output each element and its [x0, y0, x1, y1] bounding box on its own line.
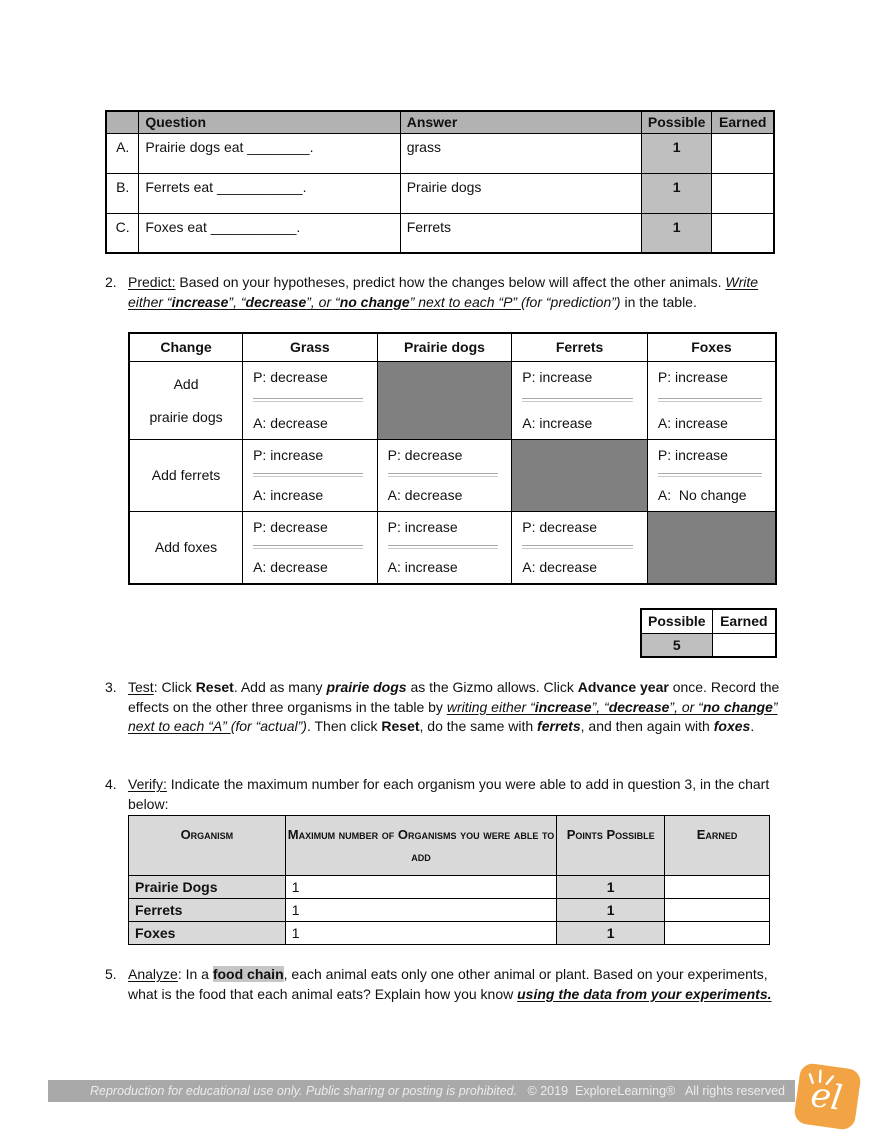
blocked-cell [647, 511, 776, 584]
q3-segment: prairie dogs [326, 679, 407, 695]
predict-cell [377, 439, 512, 511]
write-line [253, 398, 363, 402]
q3-segment: increase [534, 698, 592, 715]
letter-column-header [106, 111, 139, 133]
q5-segment: : In a [177, 966, 213, 982]
q2-segment: no change [339, 293, 410, 310]
grass-column-header: Grass [243, 333, 378, 361]
item-number: 3. [105, 679, 117, 695]
q3-segment: Advance year [577, 679, 669, 695]
row-letter: B. [106, 173, 139, 213]
q2-segment: ”, or “ [306, 293, 340, 310]
earned-column-header: Earned [665, 816, 770, 876]
points-cell: 1 [557, 899, 665, 922]
score-box-table [640, 608, 777, 658]
verify-row [129, 899, 770, 922]
q3-segment: . Then click [306, 718, 382, 734]
points-cell: 1 [557, 922, 665, 945]
score-box-header-row [641, 609, 776, 633]
q3-segment: . [750, 718, 755, 734]
q3-segment: as the Gizmo allows. Click [406, 679, 578, 695]
question-2 [105, 273, 796, 312]
predict-row-add-prairie-dogs [129, 361, 776, 439]
verify-table [128, 815, 770, 945]
write-line [253, 545, 363, 549]
blocked-cell [512, 439, 648, 511]
q3-segment: writing either “ [446, 698, 535, 715]
table-row [106, 173, 774, 213]
question-5 [105, 965, 796, 1004]
q2-label: Predict: [128, 274, 176, 290]
answer-column-header: Answer [400, 111, 641, 133]
earned-cell [665, 922, 770, 945]
question-cell: Foxes eat ___________. [139, 213, 400, 253]
possible-cell: 5 [641, 633, 712, 657]
earned-cell [712, 213, 774, 253]
answer-cell: Prairie dogs [400, 173, 641, 213]
possible-column-header: Possible [641, 609, 712, 633]
write-line [658, 473, 762, 477]
points-cell: 1 [557, 876, 665, 899]
q3-segment: once. Record the effects on the other three organisms in the table by [128, 679, 780, 715]
q3-segment: ferrets [537, 718, 581, 734]
actual-value: A: increase [387, 559, 458, 575]
blocked-cell [377, 361, 512, 439]
question-3 [105, 678, 796, 737]
points-possible-column-header: Points Possible [557, 816, 665, 876]
earned-column-header: Earned [712, 111, 774, 133]
q3-segment: (for “actual”) [230, 718, 307, 734]
earned-cell [665, 899, 770, 922]
q3-segment: ”, or “ [669, 698, 703, 715]
predict-header-row [129, 333, 776, 361]
question-column-header: Question [139, 111, 400, 133]
earned-cell [665, 876, 770, 899]
prediction-value: P: increase [387, 518, 458, 535]
earned-cell [712, 633, 776, 657]
predict-cell [243, 439, 378, 511]
organism-cell: Ferrets [129, 899, 286, 922]
actual-value: A: increase [657, 414, 728, 431]
q5-segment: using the data from your experiments. [517, 985, 772, 1002]
write-line [522, 545, 633, 549]
possible-column-header: Possible [641, 111, 712, 133]
earned-cell [712, 173, 774, 213]
logo-text: el [808, 1074, 845, 1119]
answer-cell: grass [400, 133, 641, 173]
q3-label: Test [128, 679, 154, 695]
possible-cell: 1 [641, 133, 712, 173]
possible-cell: 1 [641, 173, 712, 213]
question-cell: Ferrets eat ___________. [139, 173, 400, 213]
q3-segment: no change [702, 698, 773, 715]
question-cell: Prairie dogs eat ________. [139, 133, 400, 173]
question-5-text [128, 965, 796, 1004]
actual-value: A: decrease [253, 559, 328, 575]
earned-cell [712, 133, 774, 173]
q3-segment: ” next to each “A” [128, 698, 778, 734]
q5-segment: , each animal eats only one other animal or plant. Based on your experiments, what is the food that each animal eats? Explain how you know [128, 966, 768, 1002]
write-line [658, 398, 762, 402]
organism-cell: Prairie Dogs [129, 876, 286, 899]
predict-cell [512, 511, 648, 584]
change-line: Add [173, 375, 199, 392]
predict-cell [647, 361, 776, 439]
q2-segment: decrease [245, 293, 307, 310]
actual-value: A: decrease [387, 486, 463, 503]
question-2-text [128, 273, 796, 312]
write-line [253, 473, 363, 477]
row-letter: A. [106, 133, 139, 173]
prediction-value: P: decrease [387, 446, 463, 463]
q2-segment: (for “prediction”) [520, 293, 621, 310]
q3-segment: . Add as many [233, 679, 327, 695]
prediction-value: P: increase [657, 368, 728, 385]
write-line [522, 398, 633, 402]
item-number: 2. [105, 274, 117, 290]
footer-reproduction-notice: Reproduction for educational use only. Public sharing or posting is prohibited. [90, 1084, 518, 1098]
question-answer-table [105, 110, 775, 254]
actual-value: A: decrease [522, 559, 597, 575]
predict-table [128, 332, 777, 585]
prediction-value: P: increase [253, 446, 324, 463]
foxes-column-header: Foxes [647, 333, 776, 361]
table-row [106, 133, 774, 173]
row-letter: C. [106, 213, 139, 253]
prediction-value: P: increase [522, 368, 593, 385]
question-4-text [128, 775, 796, 814]
footer-copyright: © 2019 ExploreLearning® All rights reserved [527, 1084, 785, 1098]
table-row [106, 213, 774, 253]
change-column-header: Change [129, 333, 243, 361]
predict-cell [243, 511, 378, 584]
actual-value: A: decrease [253, 414, 328, 431]
change-cell [129, 361, 243, 439]
prediction-value: P: decrease [253, 368, 328, 385]
verify-header-row [129, 816, 770, 876]
q2-segment: Based on your hypotheses, predict how the changes below will affect the other animals. [175, 274, 726, 290]
predict-row-add-ferrets [129, 439, 776, 511]
prediction-value: P: increase [657, 446, 728, 463]
ferrets-column-header: Ferrets [512, 333, 648, 361]
predict-row-add-foxes [129, 511, 776, 584]
write-line [388, 545, 498, 549]
q2-segment: in the table. [620, 293, 697, 310]
q2-segment: increase [171, 293, 229, 310]
change-cell: Add ferrets [129, 439, 243, 511]
q3-segment: Reset [195, 679, 234, 695]
prediction-value: P: decrease [253, 518, 328, 535]
change-cell: Add foxes [129, 511, 243, 584]
table-header-row [106, 111, 774, 133]
predict-cell [377, 511, 512, 584]
item-number: 4. [105, 776, 117, 792]
q4-segment: Indicate the maximum number for each organism you were able to add in question 3, in the chart below: [128, 776, 770, 812]
prediction-value: P: decrease [522, 518, 597, 535]
predict-cell [647, 439, 776, 511]
max-number-column-header: Maximum number of Organisms you were able to add [285, 816, 557, 876]
q3-segment: : Click [153, 679, 196, 695]
score-box-value-row [641, 633, 776, 657]
explorelearning-logo [793, 1062, 862, 1131]
actual-value: A: No change [657, 486, 747, 503]
q2-segment: ” next to each “P” [409, 293, 521, 310]
q4-label: Verify: [128, 776, 167, 792]
max-number-cell: 1 [285, 922, 557, 945]
predict-cell [243, 361, 378, 439]
verify-row [129, 876, 770, 899]
q5-highlighted-term: food chain [212, 966, 284, 982]
max-number-cell: 1 [285, 899, 557, 922]
q3-segment: , and then again with [580, 718, 714, 734]
q3-segment: foxes [713, 718, 751, 734]
q2-segment: Write either “ [128, 274, 759, 310]
q2-segment: ”, “ [228, 293, 246, 310]
actual-value: A: increase [253, 486, 324, 503]
question-3-text [128, 678, 796, 737]
prairie-dogs-column-header: Prairie dogs [377, 333, 512, 361]
organism-column-header: Organism [129, 816, 286, 876]
question-4 [105, 775, 796, 814]
earned-column-header: Earned [712, 609, 776, 633]
write-line [388, 473, 498, 477]
q3-segment: Reset [381, 718, 420, 734]
item-number: 5. [105, 966, 117, 982]
verify-row [129, 922, 770, 945]
max-number-cell: 1 [285, 876, 557, 899]
footer-bar [48, 1080, 795, 1102]
q3-segment: ”, “ [591, 698, 609, 715]
q3-segment: , do the same with [419, 718, 538, 734]
organism-cell: Foxes [129, 922, 286, 945]
q5-label: Analyze [128, 966, 178, 982]
q3-segment: decrease [608, 698, 670, 715]
actual-value: A: increase [522, 414, 593, 431]
change-line: prairie dogs [149, 408, 223, 425]
predict-cell [512, 361, 648, 439]
possible-cell: 1 [641, 213, 712, 253]
answer-cell: Ferrets [400, 213, 641, 253]
